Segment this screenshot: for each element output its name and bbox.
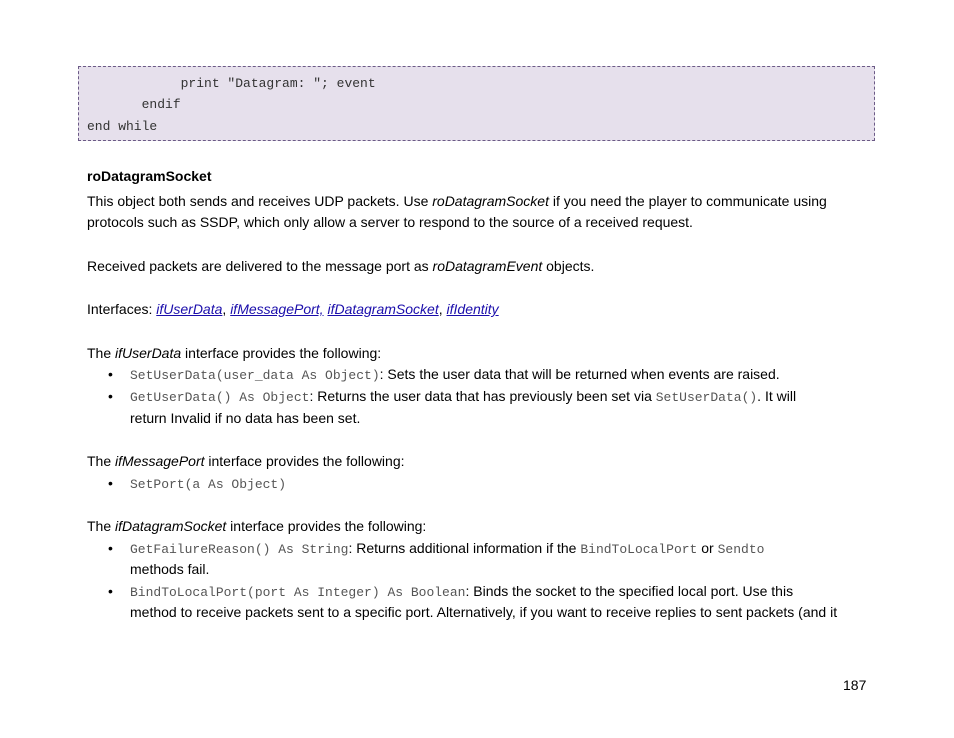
list-item: SetPort(a As Object)	[130, 477, 287, 492]
ifuserdata-intro: The ifUserData interface provides the following:	[87, 345, 382, 361]
list-item: SetUserData(user_data As Object): Sets the user data that will be returned when events are raised.	[130, 366, 780, 383]
list-item-continuation: methods fail.	[130, 561, 210, 577]
page-number: 187	[843, 677, 867, 693]
intro-paragraph-line2: protocols such as SSDP, which only allow a server to respond to the source of a received request.	[87, 214, 693, 230]
list-item-continuation: return Invalid if no data has been set.	[130, 410, 361, 426]
code-line: end while	[87, 119, 158, 134]
bullet-icon: •	[108, 583, 113, 599]
code-line: endif	[87, 97, 181, 112]
intro-paragraph-line1: This object both sends and receives UDP packets. Use roDatagramSocket if you need the player to communicate using	[87, 193, 827, 209]
link-ifuserdata[interactable]: ifUserData	[156, 301, 223, 317]
link-ifmessageport[interactable]: ifMessagePort,	[230, 301, 324, 317]
section-title: roDatagramSocket	[87, 168, 212, 184]
received-paragraph: Received packets are delivered to the message port as roDatagramEvent objects.	[87, 258, 595, 274]
interfaces-line: Interfaces: ifUserData, ifMessagePort, ifDatagramSocket, ifIdentity	[87, 301, 499, 317]
bullet-icon: •	[108, 366, 113, 382]
code-line: print "Datagram: "; event	[87, 76, 376, 91]
link-ifidentity[interactable]: ifIdentity	[446, 301, 499, 317]
bullet-icon: •	[108, 475, 113, 491]
ifmessageport-intro: The ifMessagePort interface provides the following:	[87, 453, 405, 469]
bullet-icon: •	[108, 388, 113, 404]
list-item: GetUserData() As Object: Returns the user data that has previously been set via SetUserData(). It will	[130, 388, 797, 405]
list-item: GetFailureReason() As String: Returns additional information if the BindToLocalPort or Sendto	[130, 540, 765, 557]
list-item-continuation: method to receive packets sent to a specific port. Alternatively, if you want to receive replies to sent packets (and it	[130, 604, 838, 620]
ifdatagramsocket-intro: The ifDatagramSocket interface provides the following:	[87, 518, 427, 534]
link-ifdatagramsocket[interactable]: ifDatagramSocket	[327, 301, 439, 317]
list-item: BindToLocalPort(port As Integer) As Boolean: Binds the socket to the specified local port. Use this	[130, 583, 794, 600]
code-block	[78, 66, 875, 141]
bullet-icon: •	[108, 540, 113, 556]
